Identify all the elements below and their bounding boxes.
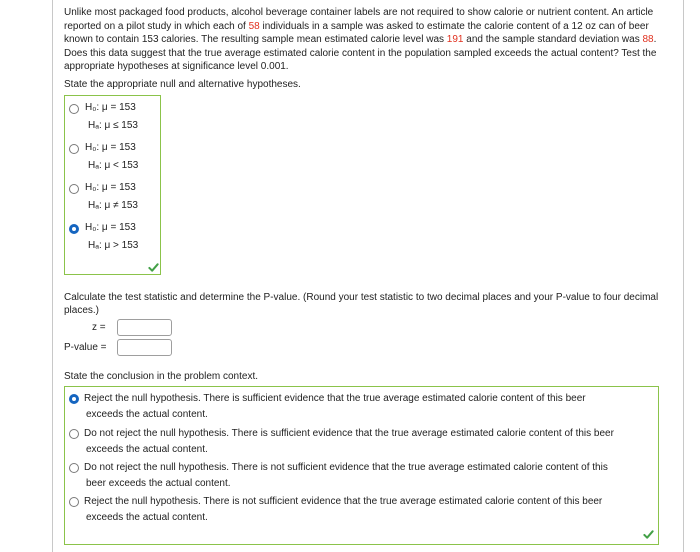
sample-mean-value: 191 bbox=[446, 34, 464, 46]
conclusion-option-text bbox=[84, 460, 654, 492]
conclusion-line-2: exceeds the actual content. bbox=[86, 444, 208, 455]
checkmark-icon bbox=[148, 262, 159, 273]
radio-button-selected[interactable] bbox=[69, 224, 79, 234]
radio-button-selected[interactable] bbox=[69, 394, 79, 404]
problem-text-4: . Does this data suggest that the true average estimated calorie content in the population sampled exceeds the actual content? Test the appropriate hypotheses at significance level 0.001. bbox=[64, 34, 657, 73]
conclusion-answer-box bbox=[64, 386, 659, 545]
sample-sd-value: 88 bbox=[642, 34, 654, 46]
alternative-hypothesis: Hₐ: μ > 153 bbox=[88, 240, 139, 251]
null-hypothesis: H₀: μ = 153 bbox=[85, 222, 136, 233]
problem-text-2: individuals in a sample was asked to estimate the calorie content of a 12 oz can of beer known to contain 153 calories. The resulting sample mean estimated calorie level was bbox=[64, 20, 649, 46]
alternative-hypothesis: Hₐ: μ ≠ 153 bbox=[88, 200, 138, 211]
conclusion-line-2: exceeds the actual content. bbox=[86, 512, 208, 523]
problem-text-1: Unlike most packaged food products, alcohol beverage container labels are not required to show calorie or nutrient content. An article reported on a pilot study in which each of bbox=[64, 7, 654, 32]
conclusion-option-text bbox=[84, 426, 654, 458]
alternative-hypothesis: Hₐ: μ ≤ 153 bbox=[88, 120, 138, 131]
conclusion-option-text bbox=[84, 494, 654, 526]
radio-button[interactable] bbox=[69, 497, 79, 507]
conclusion-prompt: State the conclusion in the problem context. bbox=[64, 371, 259, 382]
conclusion-line-1: Reject the null hypothesis. There is sufficient evidence that the true average estimated calorie content of this beer bbox=[84, 393, 586, 404]
null-hypothesis: H₀: μ = 153 bbox=[85, 142, 136, 153]
radio-button[interactable] bbox=[69, 144, 79, 154]
p-value-input[interactable] bbox=[117, 339, 172, 356]
z-input[interactable] bbox=[117, 319, 172, 336]
radio-button[interactable] bbox=[69, 104, 79, 114]
radio-button[interactable] bbox=[69, 429, 79, 439]
null-hypothesis: H₀: μ = 153 bbox=[85, 182, 136, 193]
null-hypothesis: H₀: μ = 153 bbox=[85, 102, 136, 113]
checkmark-icon bbox=[643, 529, 654, 540]
radio-button[interactable] bbox=[69, 463, 79, 473]
conclusion-option-text bbox=[84, 391, 654, 423]
problem-statement bbox=[64, 6, 670, 74]
test-statistic-prompt: Calculate the test statistic and determine the P-value. (Round your test statistic to two decimal places and your P-value to four decimal places.) bbox=[64, 292, 659, 316]
conclusion-line-1: Do not reject the null hypothesis. There is not sufficient evidence that the true average estimated calorie content of this bbox=[84, 462, 608, 473]
conclusion-line-2: beer exceeds the actual content. bbox=[86, 478, 231, 489]
problem-text-3: and the sample standard deviation was bbox=[463, 34, 643, 46]
p-value-label: P-value = bbox=[64, 342, 107, 353]
conclusion-line-2: exceeds the actual content. bbox=[86, 409, 208, 420]
hypotheses-prompt: State the appropriate null and alternative hypotheses. bbox=[64, 79, 301, 90]
radio-button[interactable] bbox=[69, 184, 79, 194]
hypotheses-answer-box bbox=[64, 95, 161, 275]
alternative-hypothesis: Hₐ: μ < 153 bbox=[88, 160, 139, 171]
sample-size-value: 58 bbox=[248, 20, 260, 32]
z-label: z = bbox=[92, 322, 106, 333]
conclusion-line-1: Reject the null hypothesis. There is not sufficient evidence that the true average estimated calorie content of this beer bbox=[84, 496, 603, 507]
conclusion-line-1: Do not reject the null hypothesis. There is sufficient evidence that the true average estimated calorie content of this beer bbox=[84, 428, 614, 439]
